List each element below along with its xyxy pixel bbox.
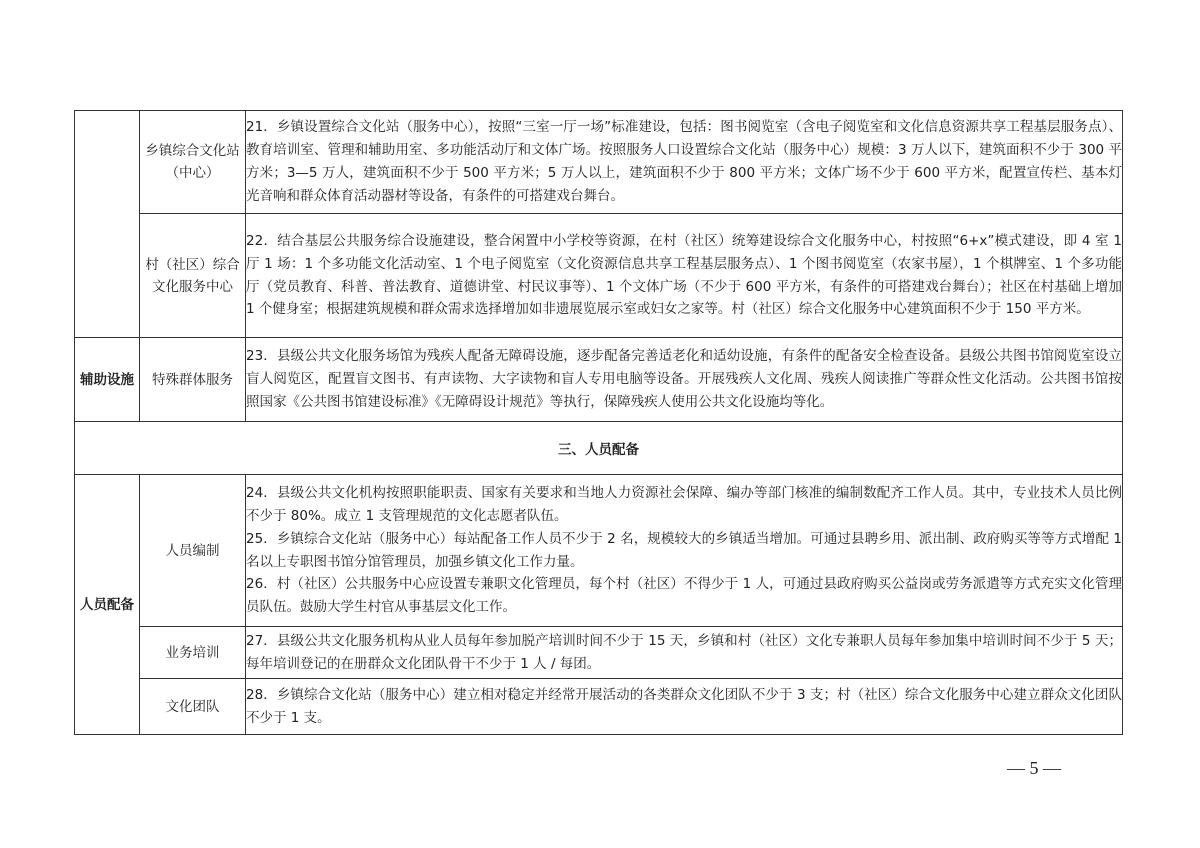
table-row bbox=[75, 475, 1123, 627]
subcategory-training: 业务培训 bbox=[140, 627, 246, 679]
item-26-text: 26．村（社区）公共服务中心应设置专兼职文化管理员，每个村（社区）不得少于 1 人，可通过县政府购买公益岗或劳务派遣等方式充实文化管理员队伍。鼓励大学生村官从事基层文化工作。 bbox=[246, 576, 1122, 616]
category-staffing: 人员配备 bbox=[75, 475, 140, 735]
item-24-text: 24．县级公共文化机构按照职能职责、国家有关要求和当地人力资源社会保障、编办等部门核准的编制数配齐工作人员。其中，专业技术人员比例不少于 80%。成立 1 支管理规范的文化志愿者队伍。 bbox=[246, 485, 1122, 524]
item-25-text: 25．乡镇综合文化站（服务中心）每站配备工作人员不少于 2 名，规模较大的乡镇适当增加。可通过县聘乡用、派出制、政府购买等等方式增配 1 名以上专职图书馆分馆管理员，加强乡镇文化工作力量。 bbox=[246, 530, 1122, 570]
category-auxiliary: 辅助设施 bbox=[75, 338, 140, 422]
table-row bbox=[75, 214, 1123, 338]
subcategory-township: 乡镇综合文化站（中心） bbox=[140, 111, 246, 214]
item-21-text: 21．乡镇设置综合文化站（服务中心），按照“三室一厅一场”标准建设，包括：图书阅览室（含电子阅览室和文化信息资源共享工程基层服务点）、教育培训室、管理和辅助用室、多功能活动厅和文体广场。按照服务人口设置综合文化站（服务中心）规模：3 万人以下，建筑面积不少于 300 平方米；3—5 万人，建筑面积不少于 500 平方米；5 万人以上，建筑面积不少于 800 平方米；文体广场不少于 600 平方米，配置宣传栏、基本灯光音响和群众体育活动器材等设备，有条件的可搭建戏台舞台。 bbox=[246, 111, 1123, 214]
facilities-category-cell bbox=[75, 111, 140, 338]
subcategory-village: 村（社区）综合文化服务中心 bbox=[140, 214, 246, 338]
table-row bbox=[75, 338, 1123, 422]
item-27-text: 27．县级公共文化服务机构从业人员每年参加脱产培训时间不少于 15 天，乡镇和村（社区）文化专兼职人员每年参加集中培训时间不少于 5 天；每年培训登记的在册群众文化团队骨干不少于 1 人 / 每团。 bbox=[246, 627, 1123, 679]
table-row bbox=[75, 111, 1123, 214]
item-23-text: 23．县级公共文化服务场馆为残疾人配备无障碍设施，逐步配备完善适老化和适幼设施，有条件的配备安全检查设备。县级公共图书馆阅览室设立盲人阅览区，配置盲文图书、有声读物、大字读物和盲人专用电脑等设备。开展残疾人文化周、残疾人阅读推广等群众性文化活动。公共图书馆按照国家《公共图书馆建设标准》《无障碍设计规范》等执行，保障残疾人使用公共文化设施均等化。 bbox=[246, 338, 1123, 422]
subcategory-establishment: 人员编制 bbox=[140, 475, 246, 627]
standards-table bbox=[74, 110, 1123, 735]
subcategory-special-groups: 特殊群体服务 bbox=[140, 338, 246, 422]
page-number: — 5 — bbox=[1007, 758, 1061, 778]
items-24-26 bbox=[246, 475, 1123, 627]
item-28-text: 28．乡镇综合文化站（服务中心）建立相对稳定并经常开展活动的各类群众文化团队不少于 3 支；村（社区）综合文化服务中心建立群众文化团队不少于 1 支。 bbox=[246, 679, 1123, 735]
table-row bbox=[75, 627, 1123, 679]
section-title: 三、人员配备 bbox=[75, 422, 1123, 475]
table-row bbox=[75, 422, 1123, 475]
item-22-text: 22．结合基层公共服务综合设施建设，整合闲置中小学校等资源，在村（社区）统筹建设综合文化服务中心，村按照“6+x”模式建设，即 4 室 1 厅 1 场：1 个多功能文化活动室、1 个电子阅览室（文化资源信息共享工程基层服务点）、1 个图书阅览室（农家书屋），1 个棋牌室、1 个多功能厅（党员教育、科普、普法教育、道德讲堂、村民议事等）、1 个文体广场（不少于 600 平方米，有条件的可搭建戏台舞台）；社区在村基础上增加 1 个健身室；根据建筑规模和群众需求选择增加如非遗展览展示室或妇女之家等。村（社区）综合文化服务中心建筑面积不少于 150 平方米。 bbox=[246, 214, 1123, 338]
table-row bbox=[75, 679, 1123, 735]
subcategory-teams: 文化团队 bbox=[140, 679, 246, 735]
